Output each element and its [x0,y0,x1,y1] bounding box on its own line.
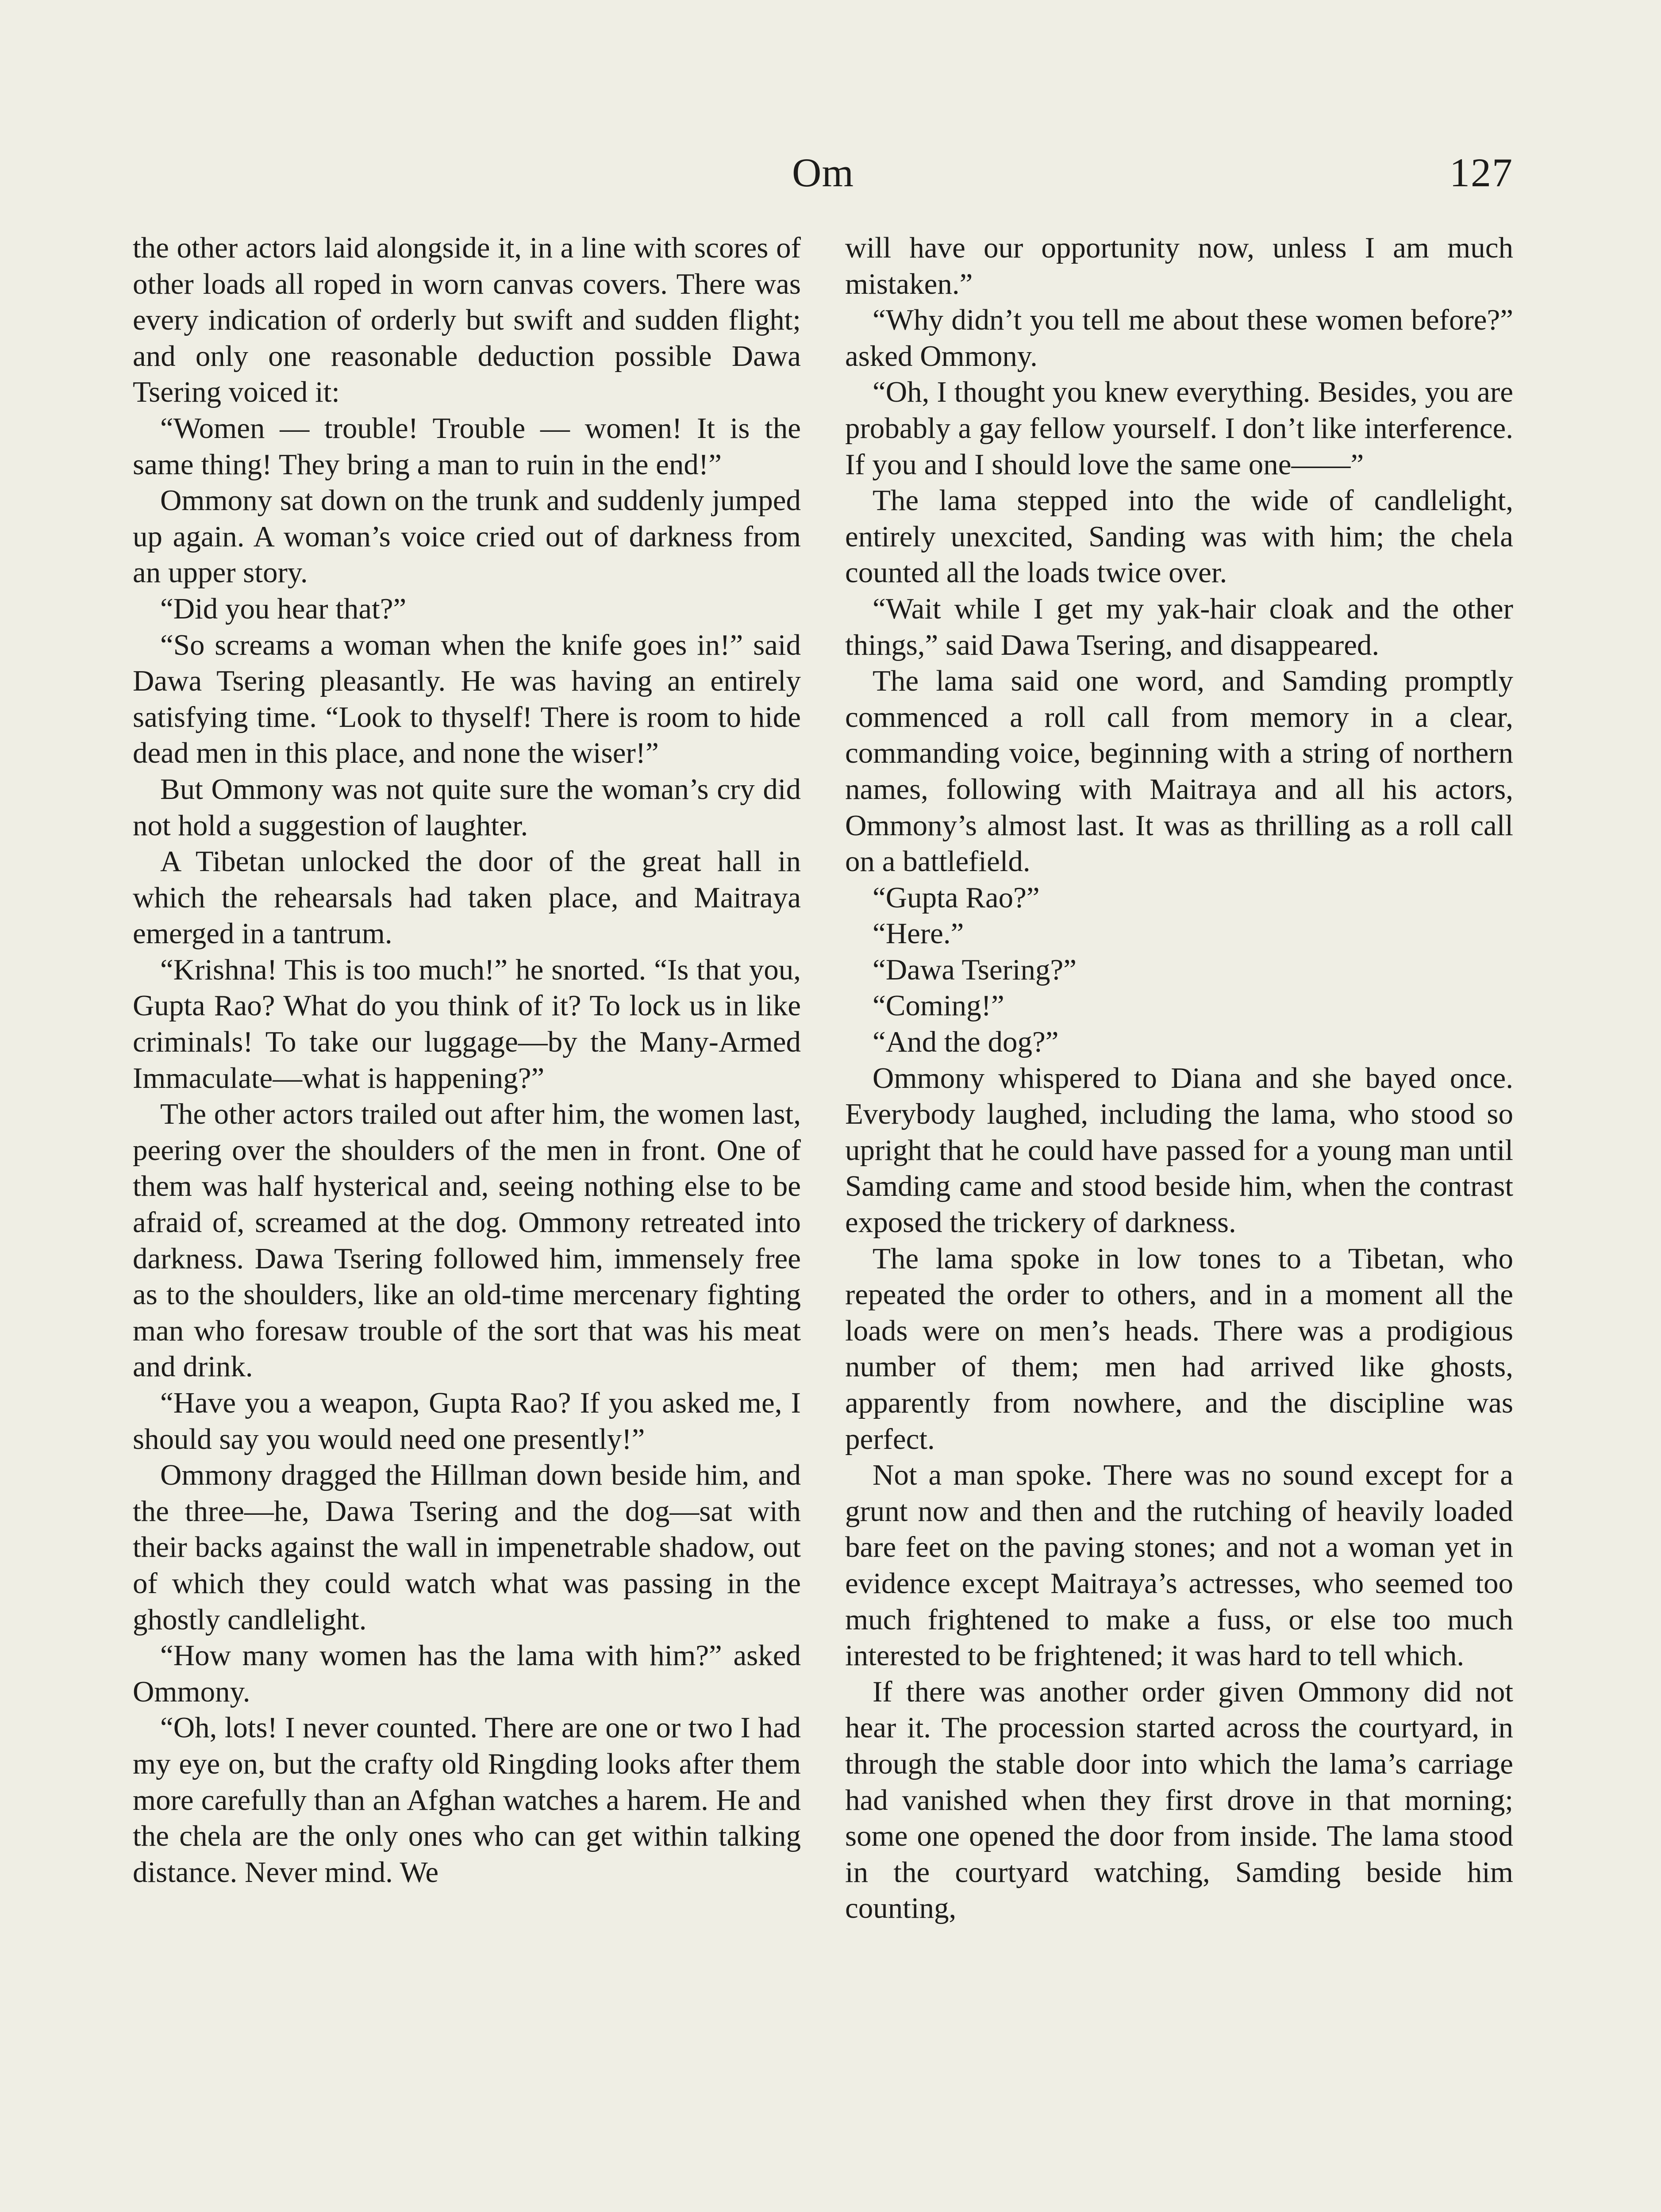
paragraph: Ommony whispered to Diana and she bayed once. Everybody laughed, including the lama, who stood so upright that he could have passed for a young man until Samding came and stood beside him, when the contrast exposed the trickery of darkness. [845,1061,1513,1239]
running-head [133,146,1513,199]
paragraph: “Women — trouble! Trouble — women! It is the same thing! They bring a man to ruin in the end!” [133,411,801,481]
paragraph: A Tibetan unlocked the door of the great hall in which the rehearsals had taken place, and Maitraya emerged in a tantrum. [133,845,801,950]
paragraph: “Krishna! This is too much!” he snorted. “Is that you, Gupta Rao? What do you think of it? To lock us in like criminals! To take our luggage—by the Many-Armed Immaculate—what is happening?” [133,953,801,1094]
paragraph: The lama stepped into the wide of candlelight, entirely unexcited, Sanding was with him; the chela counted all the loads twice over. [845,484,1513,589]
paragraph: “Dawa Tsering?” [873,953,1077,986]
paragraph: “And the dog?” [873,1025,1059,1059]
paragraph: The lama said one word, and Samding promptly commenced a roll call from memory in a clear, commanding voice, beginning with a string of northern names, following with Maitraya and all his actors, Ommony’s almost last. It was as thrilling as a roll call on a battlefield. [845,664,1513,878]
paragraph: “Here.” [873,917,964,950]
paragraph: Ommony sat down on the trunk and suddenly jumped up again. A woman’s voice cried out of darkness from an upper story. [133,484,801,589]
paragraph: The other actors trailed out after him, the women last, peering over the shoulders of the men in front. One of them was half hysterical and, seeing nothing else to be afraid of, screamed at the dog. Ommony retreated into darkness. Dawa Tsering followed him, immensely free as to the shoulders, like an old-time mercenary fighting man who foresaw trouble of the sort that was his meat and drink. [133,1098,801,1383]
paragraph: “How many women has the lama with him?” asked Ommony. [133,1639,801,1708]
paragraph: “Have you a weapon, Gupta Rao? If you asked me, I should say you would need one presently!” [133,1386,801,1455]
left-text-column [133,230,801,2212]
paragraph: the other actors laid alongside it, in a line with scores of other loads all roped in worn canvas covers. There was every indication of orderly but swift and sudden flight; and only one reasonable deduction possible Dawa Tsering voiced it: [133,231,801,409]
paragraph: Ommony dragged the Hillman down beside him, and the three—he, Dawa Tsering and the dog—sat with their backs against the wall in impenetrable shadow, out of which they could watch what was passing in the ghostly candlelight. [133,1459,801,1636]
paragraph: will have our opportunity now, unless I am much mistaken.” [845,231,1513,300]
paragraph: “Wait while I get my yak-hair cloak and the other things,” said Dawa Tsering, and disappeared. [845,592,1513,661]
paragraph: “Oh, lots! I never counted. There are one or two I had my eye on, but the crafty old Ringding looks after them more carefully than an Afghan watches a harem. He and the chela are the only ones who can get within talking distance. Never mind. We [133,1711,801,1889]
paragraph: “Oh, I thought you knew everything. Besides, you are probably a gay fellow yourself. I don’t like interference. If you and I should love the same one——” [845,376,1513,481]
paragraph: “Gupta Rao?” [873,881,1040,914]
paragraph: “Did you hear that?” [160,592,407,625]
paragraph: “Why didn’t you tell me about these women before?” asked Ommony. [845,303,1513,373]
paragraph: But Ommony was not quite sure the woman’s cry did not hold a suggestion of laughter. [133,772,801,842]
paragraph: “Coming!” [873,989,1004,1022]
paragraph: The lama spoke in low tones to a Tibetan, who repeated the order to others, and in a moment all the loads were on men’s heads. There was a prodigious number of them; men had arrived like ghosts, apparently from nowhere, and the discipline was perfect. [845,1242,1513,1455]
page-title: Om [792,150,854,195]
page-number: 127 [1450,150,1513,195]
paragraph: If there was another order given Ommony did not hear it. The procession started across the courtyard, in through the stable door into which the lama’s carriage had vanished when they first drove in that morning; some one opened the door from inside. The lama stood in the courtyard watching, Samding beside him counting, [845,1675,1513,1925]
paragraph: “So screams a woman when the knife goes in!” said Dawa Tsering pleasantly. He was having an entirely satisfying time. “Look to thyself! There is room to hide dead men in this place, and none the wiser!” [133,628,801,770]
right-text-column [845,230,1513,2212]
paragraph: Not a man spoke. There was no sound except for a grunt now and then and the rutching of heavily loaded bare feet on the paving stones; and not a woman yet in evidence except Maitraya’s actresses, who seemed too much frightened to make a fuss, or else too much interested to be frightened; it was hard to tell which. [845,1459,1513,1672]
